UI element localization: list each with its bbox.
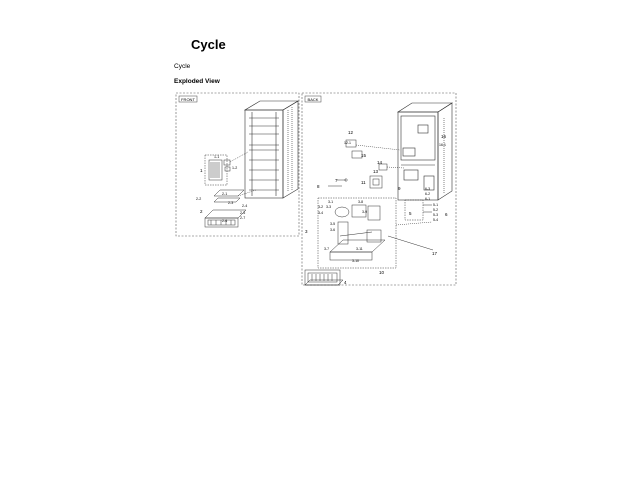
page-title: Cycle: [191, 37, 226, 52]
label-5-3: 5-3: [433, 213, 439, 217]
back-panel: [302, 93, 456, 285]
front-panel: [176, 93, 299, 236]
back-panel-tag: BACK: [307, 97, 319, 102]
label-3-4: 3-4: [318, 211, 324, 215]
label-5-2: 5-2: [433, 208, 439, 212]
label-1-1: 1-1: [214, 155, 220, 159]
label-10: 10: [379, 270, 385, 275]
label-2-3: 2-3: [228, 201, 234, 205]
label-13: 13: [373, 169, 379, 174]
back-part-5-6: [388, 200, 433, 250]
label-1: 1: [200, 168, 203, 173]
label-2-2: 2-2: [196, 197, 202, 201]
label-3-1: 3-1: [328, 200, 334, 204]
label-5-1: 5-1: [433, 203, 439, 207]
label-3-8: 3-8: [358, 200, 364, 204]
label-6: 6: [445, 212, 448, 217]
label-3: 3: [305, 229, 308, 234]
label-3-5: 3-5: [330, 222, 336, 226]
label-1-2: 1-2: [232, 166, 238, 170]
back-part-4: [305, 270, 343, 285]
label-8: 8: [317, 184, 320, 189]
label-9: 9: [398, 186, 401, 191]
label-16-1: 16-1: [439, 143, 447, 147]
label-3-2: 3-2: [318, 205, 324, 209]
label-6-3: 6-3: [425, 187, 431, 191]
label-5: 5: [409, 211, 412, 216]
label-16: 16: [441, 134, 447, 139]
front-part-2: [205, 190, 256, 227]
front-cabinet: [245, 101, 298, 198]
section-heading: Exploded View: [174, 78, 220, 85]
label-7: 7: [335, 178, 338, 183]
front-panel-tag: FRONT: [181, 97, 195, 102]
label-2-4: 2-4: [242, 204, 248, 208]
back-cabinet: [398, 103, 452, 200]
label-3-10: 3-10: [352, 259, 360, 263]
label-4: 4: [344, 280, 347, 285]
label-2-1: 2-1: [222, 192, 228, 196]
label-3-11: 3-11: [356, 247, 363, 251]
label-2-6: 2-6: [222, 219, 228, 223]
label-3-3: 3-3: [326, 205, 332, 209]
label-2-5: 2-5: [240, 211, 246, 215]
label-2-7: 2-7: [240, 216, 246, 220]
label-12: 12: [348, 130, 354, 135]
back-small-parts: [328, 140, 404, 188]
label-3-6: 3-6: [330, 228, 336, 232]
label-3-7: 3-7: [324, 247, 330, 251]
label-5-4: 5-4: [433, 218, 439, 222]
label-11: 11: [361, 180, 366, 185]
label-6-1: 6-1: [425, 197, 431, 201]
label-12-1: 12-1: [344, 141, 352, 145]
label-14: 14: [377, 160, 383, 165]
label-2: 2: [200, 209, 203, 214]
front-part-1: [205, 152, 248, 185]
label-6-2: 6-2: [425, 192, 431, 196]
label-17: 17: [432, 251, 438, 256]
label-15: 15: [361, 153, 367, 158]
label-3-9: 3-9: [362, 210, 368, 214]
page-subtitle: Cycle: [174, 63, 191, 70]
